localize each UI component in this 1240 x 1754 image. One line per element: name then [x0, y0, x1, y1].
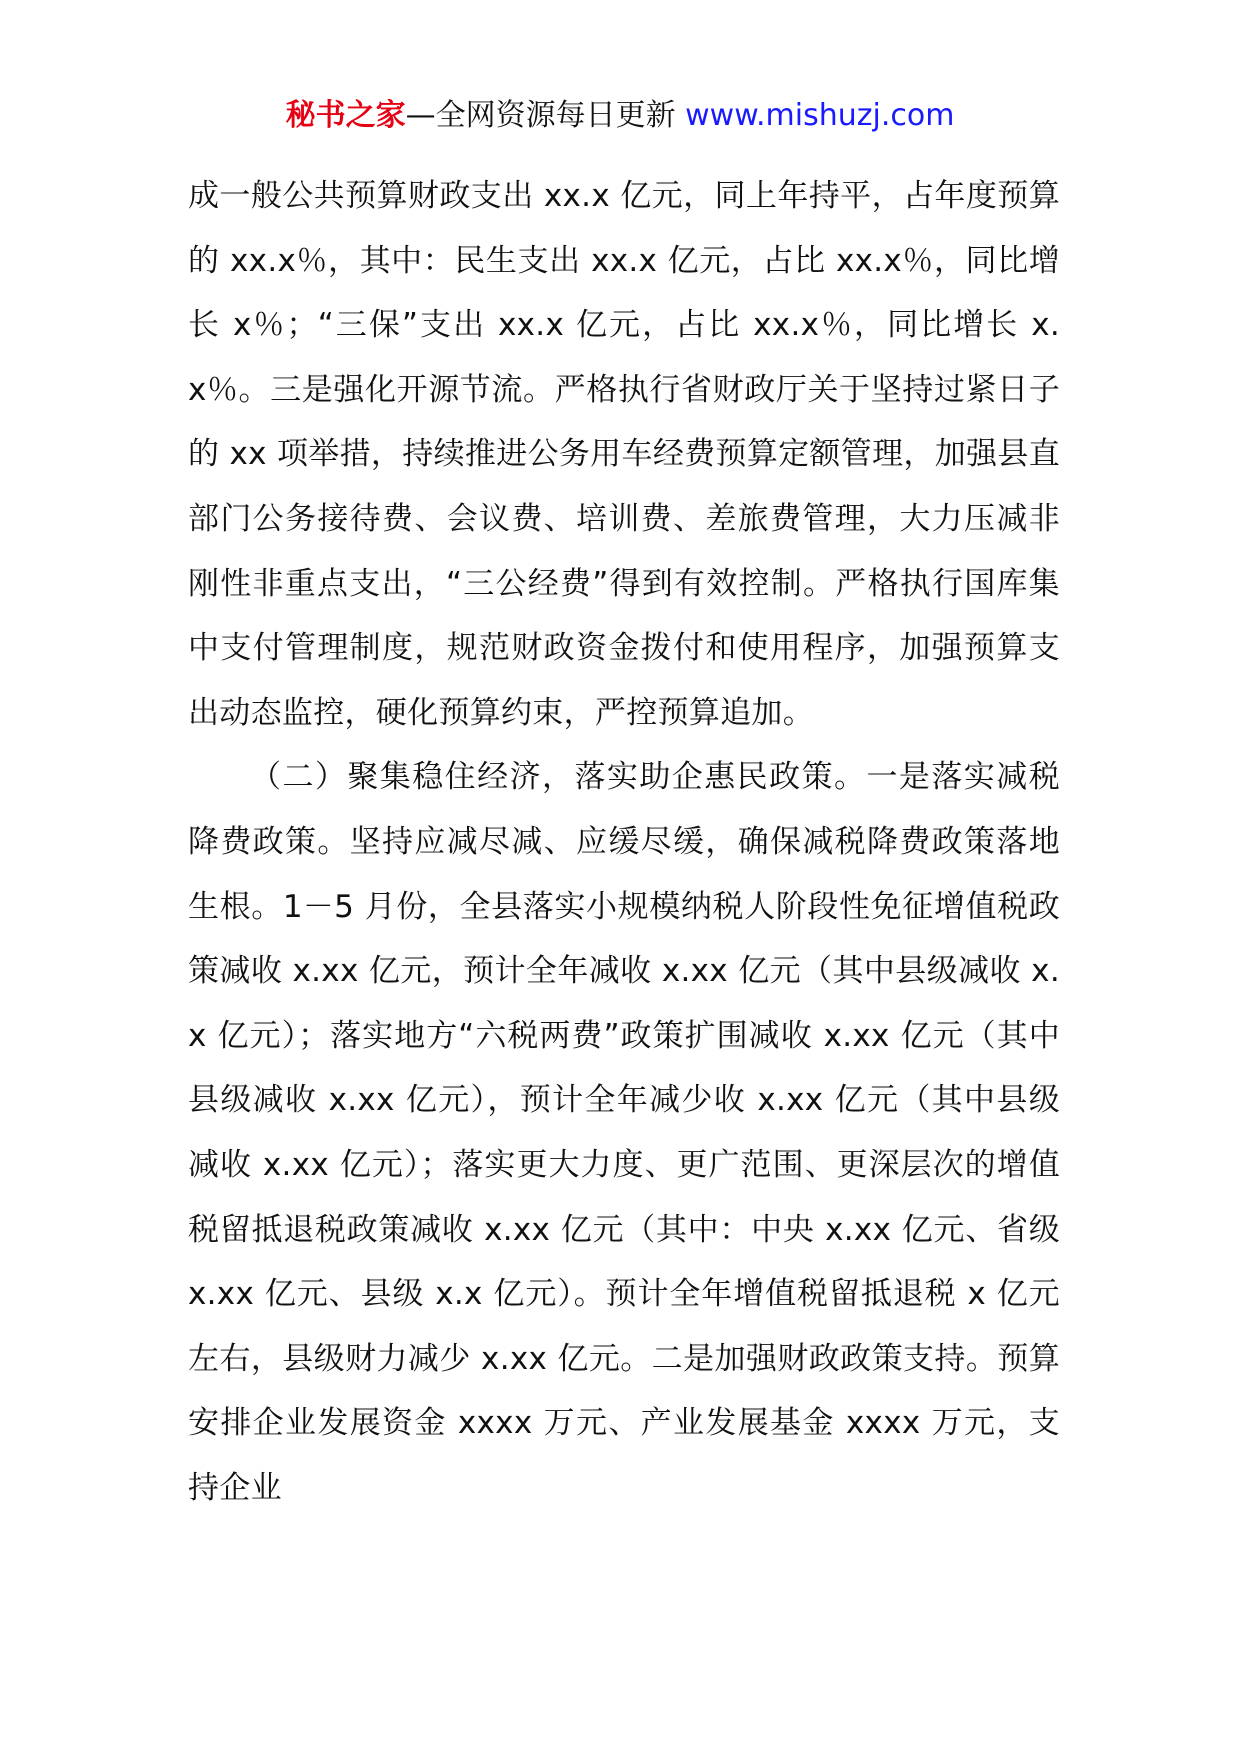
- header-tagline: —全网资源每日更新: [405, 98, 676, 133]
- page-header: [0, 96, 1240, 136]
- document-body: [188, 164, 1060, 1520]
- paragraph-continuation: 成一般公共预算财政支出 xx.x 亿元，同上年持平，占年度预算的 xx.x％，其中：民生支出 xx.x 亿元，占比 xx.x％，同比增长 x％；“三保”支出 xx.x 亿元，占比 xx.x％，同比增长 x.x％。三是强化开源节流。严格执行省财政厅关于坚持过紧日子的 xx 项举措，持续推进公务用车经费预算定额管理，加强县直部门公务接待费、会议费、培训费、差旅费管理，大力压减非刚性非重点支出，“三公经费”得到有效控制。严格执行国库集中支付管理制度，规范财政资金拨付和使用程序，加强预算支出动态监控，硬化预算约束，严控预算追加。: [188, 178, 1060, 731]
- header-site-link[interactable]: www.mishuzj.com: [685, 98, 955, 133]
- paragraph-section-two: （二）聚集稳住经济，落实助企惠民政策。一是落实减税降费政策。坚持应减尽减、应缓尽缓，确保减税降费政策落地生根。1－5 月份，全县落实小规模纳税人阶段性免征增值税政策减收 x.xx 亿元，预计全年减收 x.xx 亿元（其中县级减收 x.x 亿元）；落实地方“六税两费”政策扩围减收 x.xx 亿元（其中县级减收 x.xx 亿元），预计全年减少收 x.xx 亿元（其中县级减收 x.xx 亿元）；落实更大力度、更广范围、更深层次的增值税留抵退税政策减收 x.xx 亿元（其中：中央 x.xx 亿元、省级 x.xx 亿元、县级 x.x 亿元）。预计全年增值税留抵退税 x 亿元左右，县级财力减少 x.xx 亿元。二是加强财政政策支持。预算安排企业发展资金 xxxx 万元、产业发展基金 xxxx 万元，支持企业: [188, 759, 1060, 1506]
- header-brand: 秘书之家: [285, 98, 406, 133]
